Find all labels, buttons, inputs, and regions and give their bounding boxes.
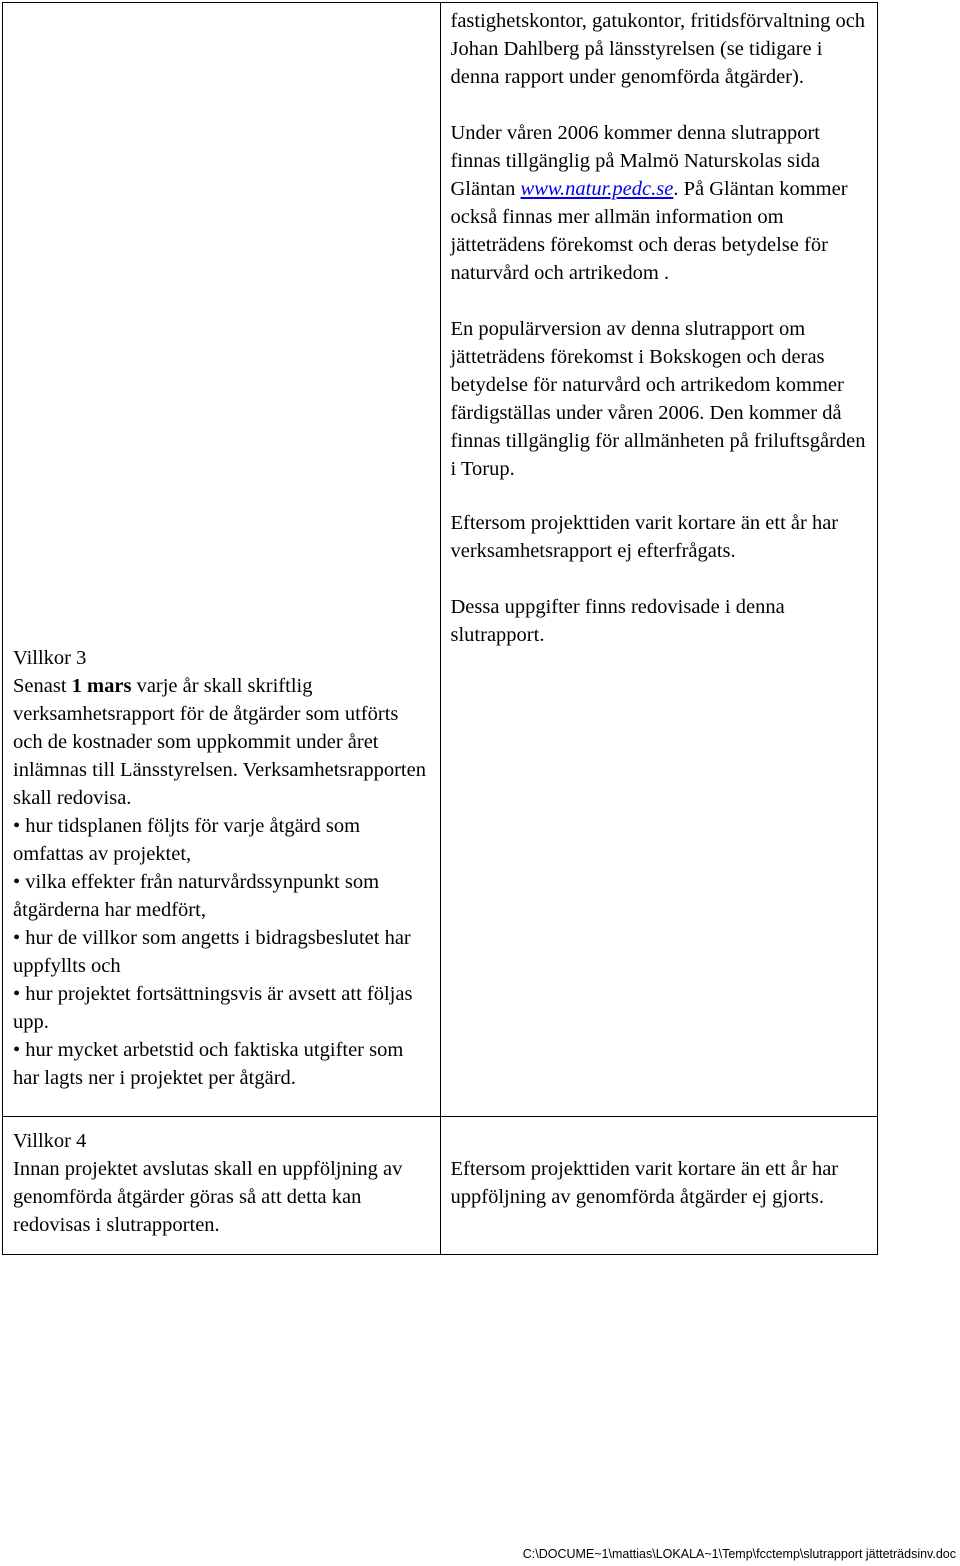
- condition-4-cell: [3, 1117, 441, 1255]
- bullet-item: • hur tidsplanen följts för varje åtgärd som omfattas av projektet,: [13, 815, 361, 865]
- deadline-date: 1 mars: [71, 675, 132, 697]
- response-paragraph: Dessa uppgifter finns redovisade i denna slutrapport.: [450, 596, 785, 646]
- table-row: [3, 1117, 878, 1255]
- table-row: [3, 3, 878, 1117]
- response-paragraph: Eftersom projekttiden varit kortare än ett år har uppföljning av genomförda åtgärder ej gjorts.: [450, 1158, 839, 1208]
- response-paragraph: fastighetskontor, gatukontor, fritidsförvaltning och Johan Dahlberg på länsstyrelsen (se tidigare i denna rapport under genomförda åtgärder).: [450, 10, 866, 88]
- response-paragraph: Eftersom projekttiden varit kortare än ett år har verksamhetsrapport ej efterfrågats.: [450, 512, 839, 562]
- condition-4-response-cell: [440, 1117, 878, 1255]
- conditions-table: [2, 2, 878, 1255]
- document-path-footer: C:\DOCUME~1\mattias\LOKALA~1\Temp\fcctemp\slutrapport jätteträdsinv.doc: [522, 1547, 956, 1561]
- condition-3-response-cell: [440, 3, 878, 1117]
- condition-3-heading: Villkor 3: [13, 647, 87, 669]
- bullet-item: • vilka effekter från naturvårdssynpunkt som åtgärderna har medfört,: [13, 871, 380, 921]
- bullet-item: • hur mycket arbetstid och faktiska utgifter som har lagts ner i projektet per åtgärd.: [13, 1039, 404, 1089]
- condition-3-cell: [3, 3, 441, 1117]
- website-link[interactable]: www.natur.pedc.se: [520, 178, 674, 200]
- condition-3-intro: Senast 1 mars varje år skall skriftlig verksamhetsrapport för de åtgärder som utförts och de kostnader som uppkommit under året inlämnas till Länsstyrelsen. Verksamhetsrapporten skall redovisa.: [13, 675, 426, 809]
- bullet-item: • hur projektet fortsättningsvis är avsett att följas upp.: [13, 983, 413, 1033]
- condition-4-heading: Villkor 4: [13, 1130, 87, 1152]
- response-paragraph: En populärversion av denna slutrapport om jätteträdens förekomst i Bokskogen och deras betydelse för naturvård och artrikedom kommer färdigställas under våren 2006. Den kommer då finnas tillgänglig för allmänheten på friluftsgården i Torup.: [450, 318, 866, 480]
- response-paragraph: Under våren 2006 kommer denna slutrapport finnas tillgänglig på Malmö Naturskolas sida Gläntan www.natur.pedc.se. På Gläntan kommer också finnas mer allmän information om jätteträdens förekomst och deras betydelse för naturvård och artrikedom .: [450, 122, 848, 284]
- condition-4-text: Innan projektet avslutas skall en uppföljning av genomförda åtgärder göras så att detta kan redovisas i slutrapporten.: [13, 1158, 403, 1236]
- bullet-item: • hur de villkor som angetts i bidragsbeslutet har uppfyllts och: [13, 927, 411, 977]
